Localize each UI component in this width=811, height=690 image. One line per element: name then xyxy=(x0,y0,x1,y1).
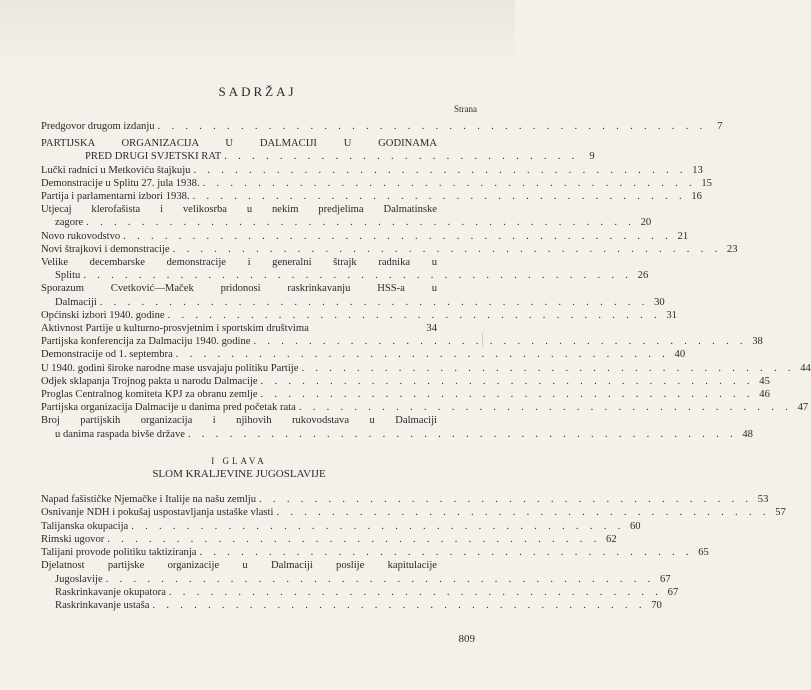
toc-entry-multiline: Velike decembarske demonstracije i generalni štrajk radnika u Splitu . . . . . . . . . . . . . . . . . . . . . . . . . . . . . . . . . . . . . . . . 26 xyxy=(41,257,649,282)
toc-entry-multiline: PARTIJSKA ORGANIZACIJA U DALMACIJI U GODINAMA PRED DRUGI SVJETSKI RAT . . . . . . . . . . . . . . . . . . . . . . . . . . 9 xyxy=(41,138,595,163)
toc-entry: Partijska konferencija za Dalmaciju 1940. godine . . . . . . . . . . . . . . . . . . . . . . . . . . . . . . . . . . . . 38 xyxy=(41,336,763,348)
table-of-contents xyxy=(41,120,811,612)
toc-subentry: Raskrinkavanje ustaša . . . . . . . . . . . . . . . . . . . . . . . . . . . . . . . . . . . . 70 xyxy=(55,599,662,611)
toc-entry: Lučki radnici u Metkoviću štajkuju . . . . . . . . . . . . . . . . . . . . . . . . . . . . . . . . . . . . 13 xyxy=(41,164,703,176)
toc-subentry: Raskrinkavanje okupatora . . . . . . . . . . . . . . . . . . . . . . . . . . . . . . . . . . . . 67 xyxy=(55,586,679,598)
page-title: SADRŽAJ xyxy=(218,84,297,99)
toc-entry: Demonstracije od 1. septembra . . . . . . . . . . . . . . . . . . . . . . . . . . . . . . . . . . . . 40 xyxy=(41,349,686,361)
toc-entry-multiline: Sporazum Cvetković—Maček pridonosi raskrinkavanju HSS-a u Dalmaciji . . . . . . . . . . . . . . . . . . . . . . . . . . . . . . . . . . . . . . . . 30 xyxy=(41,283,665,308)
toc-entry: Rimski ugovor . . . . . . . . . . . . . . . . . . . . . . . . . . . . . . . . . . . . 62 xyxy=(41,533,617,545)
toc-entry: Napad fašističke Njemačke i Italije na našu zemlju . . . . . . . . . . . . . . . . . . . . . . . . . . . . . . . . . . . . 53 xyxy=(41,494,769,506)
toc-entry: Novo rukovodstvo . . . . . . . . . . . . . . . . . . . . . . . . . . . . . . . . . . . . . . . . 21 xyxy=(41,230,689,242)
toc-entry-multiline: Broj partijskih organizacija i njihovih rukovodstava u Dalmaciji u danima raspada bivše države . . . . . . . . . . . . . . . . . . . . . . . . . . . . . . . . . . . . . . . . 48 xyxy=(41,415,753,440)
page-number: 809 xyxy=(458,633,475,645)
toc-entry-multiline: Utjecaj klerofašista i velikosrba u nekim predjelima Dalmatinske zagore . . . . . . . . . . . . . . . . . . . . . . . . . . . . . . . . . . . . . . . . 20 xyxy=(41,204,652,229)
toc-entry: Partijska organizacija Dalmacije u danima pred početak rata . . . . . . . . . . . . . . . . . . . . . . . . . . . . . . . . . . . . 47 xyxy=(41,402,809,414)
bleed-through-text xyxy=(0,0,515,70)
toc-entry: Odjek sklapanja Trojnog pakta u narodu Dalmacije . . . . . . . . . . . . . . . . . . . . . . . . . . . . . . . . . . . . 45 xyxy=(41,375,770,387)
chapter-label: I GLAVA xyxy=(211,455,267,466)
toc-entry: Općinski izbori 1940. godine . . . . . . . . . . . . . . . . . . . . . . . . . . . . . . . . . . . . 31 xyxy=(41,309,677,321)
toc-entry: Proglas Centralnog komiteta KPJ za obranu zemlje . . . . . . . . . . . . . . . . . . . . . . . . . . . . . . . . . . . . 46 xyxy=(41,389,770,401)
toc-entry: Talijani provode politiku taktiziranja . . . . . . . . . . . . . . . . . . . . . . . . . . . . . . . . . . . . 65 xyxy=(41,547,709,559)
toc-entry: Partija i parlamentarni izbori 1938. . . . . . . . . . . . . . . . . . . . . . . . . . . . . . . . . . . . . 16 xyxy=(41,191,702,203)
chapter-title: SLOM KRALJEVINE JUGOSLAVIJE xyxy=(152,468,326,481)
toc-entry: Novi štrajkovi i demonstracije . . . . . . . . . . . . . . . . . . . . . . . . . . . . . . . . . . . . . . . . 23 xyxy=(41,243,738,255)
toc-entry: Osnivanje NDH i pokušaj uspostavljanja ustaške vlasti . . . . . . . . . . . . . . . . . . . . . . . . . . . . . . . . . . . . 57 xyxy=(41,507,786,519)
toc-entry-multiline: Djelatnost partijske organizacije u Dalmaciji poslije kapitulacije Jugoslavije . . . . . . . . . . . . . . . . . . . . . . . . . . . . . . . . . . . . . . . . 67 xyxy=(41,560,671,585)
toc-entry: Demonstracije u Splitu 27. jula 1938. . . . . . . . . . . . . . . . . . . . . . . . . . . . . . . . . . . . . 15 xyxy=(41,177,712,189)
toc-entry: Talijanska okupacija . . . . . . . . . . . . . . . . . . . . . . . . . . . . . . . . . . . . 60 xyxy=(41,520,641,532)
strana-label: Strana xyxy=(454,104,477,114)
toc-entry: U 1940. godini široke narodne mase usvajaju politiku Partije . . . . . . . . . . . . . . . . . . . . . . . . . . . . . . . . . . . . 44 xyxy=(41,362,811,374)
toc-entry: Predgovor drugom izdanju . . . . . . . . . . . . . . . . . . . . . . . . . . . . . . . . . . . . . . . . 7 xyxy=(41,121,723,132)
toc-entry: Aktivnost Partije u kulturno-prosvjetnim i sportskim društvima 34 xyxy=(41,323,437,335)
